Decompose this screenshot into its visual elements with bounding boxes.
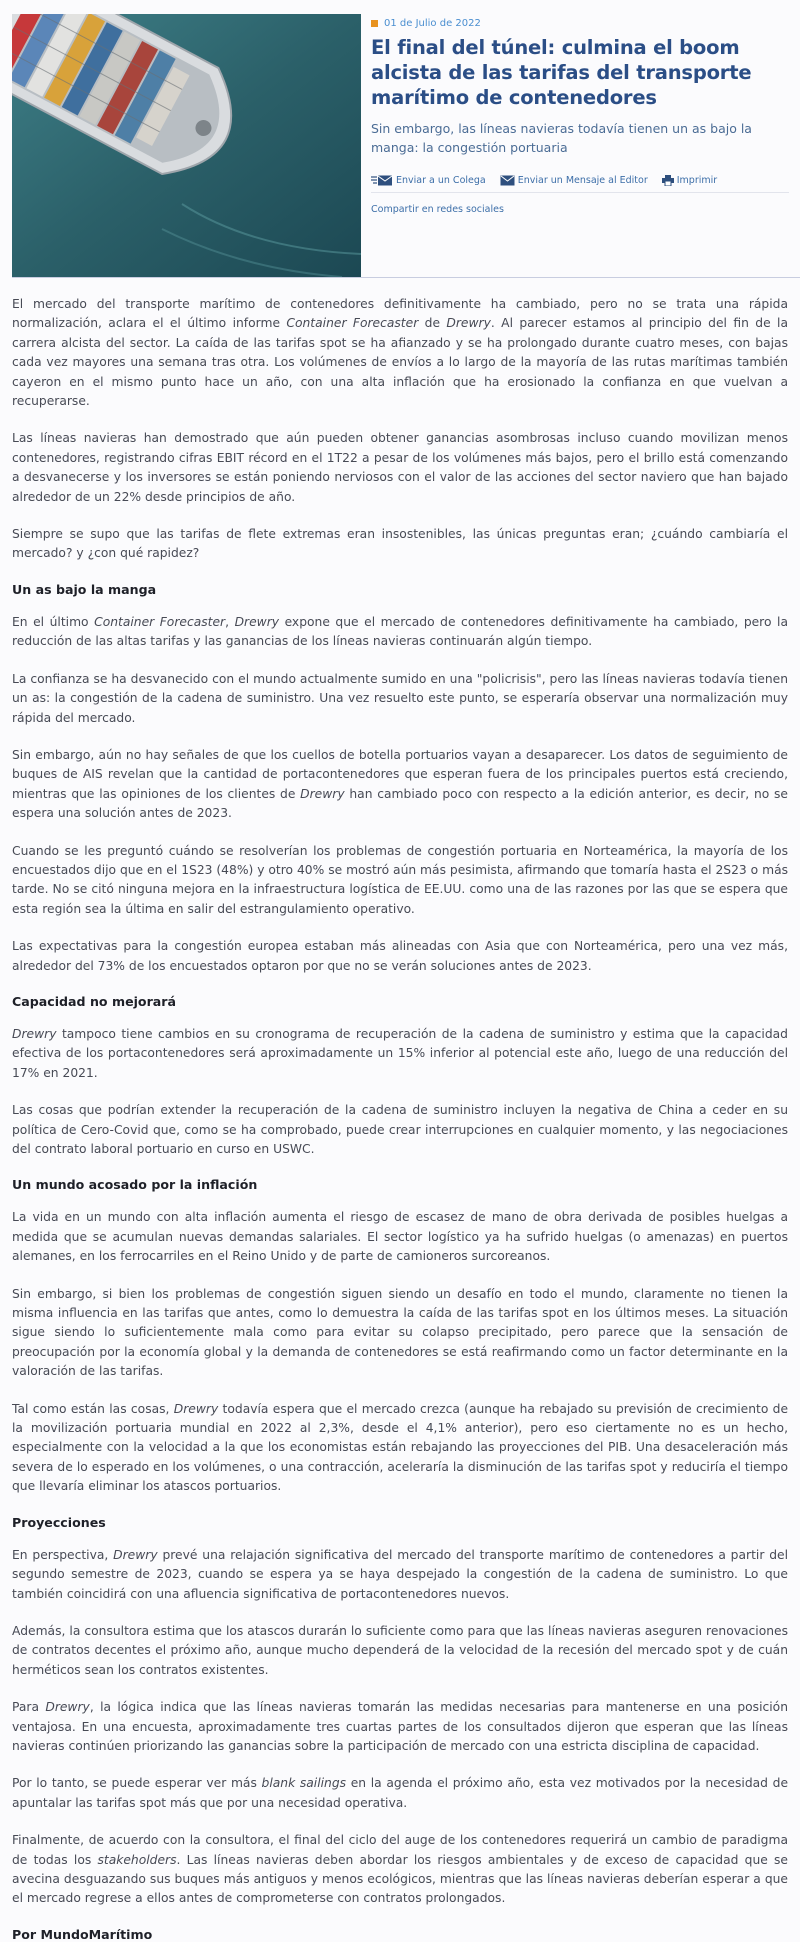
article-date: 01 de Julio de 2022 (384, 18, 481, 29)
article-title: El final del túnel: culmina el boom alcista de las tarifas del transporte marítimo de contenedores (371, 36, 752, 109)
printer-icon (662, 175, 674, 186)
paragraph: Sin embargo, aún no hay señales de que los cuellos de botella portuarios vayan a desaparecer. Los datos de seguimiento de buques de AIS revelan que la cantidad de portacontenedores que esperan fuera de los principales puertos está creciendo, mientras que las opiniones de los clientes de Drewry han cambiado poco con respecto a la edición anterior, es decir, no se espera una solución antes de 2023. (12, 747, 788, 821)
paragraph: Por lo tanto, se puede esperar ver más blank sailings en la agenda el próximo año, esta vez motivados por la necesidad de apuntalar las tarifas spot más que por una necesidad operativa. (12, 1776, 789, 1810)
paragraph: La vida en un mundo con alta inflación aumenta el riesgo de escasez de mano de obra derivada de posibles huelgas a medida que se acumulan nuevas demandas salariales. El sector logístico ya ha sufrido huelgas (o amenazas) en puertos alemanes, en los ferrocarriles en el Reino Unido y de parte de camioneros surcoreanos. (12, 1210, 788, 1264)
send-message-editor-label: Enviar un Mensaje al Editor (517, 175, 648, 186)
share-social-link[interactable]: Compartir en redes sociales (371, 204, 504, 215)
paragraph: Además, la consultora estima que los atascos durarán lo suficiente como para que las líneas navieras aseguren renovaciones de contratos decentes el próximo año, aunque mucho dependerá de la velocidad de la recesión del mercado spot y de cuán herméticos sean los contratos existentes. (12, 1623, 788, 1677)
paragraph: El mercado del transporte marítimo de contenedores definitivamente ha cambiado, pero no se trata una rápida normalización, aclara el el último informe Container Forecaster de Drewry. Al parecer estamos al principio del fin de la carrera alcista del sector. La caída de las tarifas spot se ha afianzado y se ha prolongado durante cuatro meses, con bajas cada vez mayores una semana tras otra. Los volúmenes de envíos a lo largo de la mayoría de las rutas marítimas también cayeron en el mismo punto hace un año, con una alta inflación que ha erosionado la confianza en que vuelvan a recuperarse. (12, 297, 788, 409)
article-actions (371, 175, 789, 193)
paragraph: Para Drewry, la lógica indica que las líneas navieras tomarán las medidas necesarias para mantenerse en una posición ventajosa. En una encuesta, aproximadamente tres cuartas partes de los consultados dijeron que esperan que las líneas navieras continúen priorizando las ganancias sobre la participación de mercado con una estricta disciplina de capacidad. (12, 1700, 788, 1753)
paragraph: Las expectativas para la congestión europea estaban más alineadas con Asia que con Norteamérica, pero una vez más, alrededor del 73% de los encuestados optaron por que no se verán soluciones antes de 2023. (12, 939, 788, 973)
article-info (371, 14, 789, 277)
container-ship-illustration (12, 14, 361, 277)
paragraph: Cuando se les preguntó cuándo se resolverían los problemas de congestión portuaria en Norteamérica, la mayoría de los encuestados dijo que en el 1S23 (48%) y otro 40% se mostró aún más pesimista, afirmando que tomaría hasta el 2S23 o más tarde. No se citó ninguna mejora en la infraestructura logística de EE.UU. como una de las razones por las que se espera que esta región sea la última en salir del estrangulamiento operativo. (12, 843, 789, 916)
section-heading: Proyecciones (12, 1514, 106, 1530)
paragraph: Finalmente, de acuerdo con la consultora, el final del ciclo del auge de los contenedores requerirá un cambio de paradigma de todas los stakeholders. Las líneas navieras deben abordar los riesgos ambientales y de exceso de capacidad que se avecina desguazando sus buques más antiguos y menos ecológicos, mientras que las líneas navieras deberían esperar a que el mercado regrese a ellos antes de comprometerse con contratos prolongados. (12, 1833, 788, 1906)
paragraph: Sin embargo, si bien los problemas de congestión siguen siendo un desafío en todo el mundo, claramente no tienen la misma influencia en las tarifas que antes, como lo demuestra la caída de las tarifas spot en los últimos meses. La situación sigue siendo lo suficientemente mala como para evitar su colapso precipitado, pero parece que la sensación de preocupación por la economía global y la demanda de contenedores se está reafirmando como un factor determinante en la valoración de las tarifas. (12, 1286, 788, 1379)
section-heading: Capacidad no mejorará (12, 993, 177, 1009)
article-byline: Por MundoMarítimo (12, 1926, 153, 1942)
paragraph: Tal como están las cosas, Drewry todavía espera que el mercado crezca (aunque ha rebajado su previsión de crecimiento de la movilización portuaria mundial en 2022 al 2,3%, desde el 4,1% anterior), pero eso ciertamente no es un hecho, especialmente con la velocidad a la que los economistas están rebajando las proyecciones del PIB. Una desaceleración más severa de lo esperado en los volúmenes, o una contracción, aceleraría la disminución de las tarifas spot y reduciría el tiempo que llevaría eliminar los atascos portuarios. (12, 1401, 789, 1494)
paragraph: En el último Container Forecaster, Drewry expone que el mercado de contenedores definitivamente ha cambiado, pero la reducción de las altas tarifas y las ganancias de los líneas navieras continuarán algún tiempo. (12, 614, 788, 649)
hero-image-container-ship (12, 14, 361, 277)
article-body (12, 278, 788, 1942)
print-link[interactable] (662, 175, 717, 186)
paragraph: Las líneas navieras han demostrado que aún pueden obtener ganancias asombrosas incluso cuando movilizan menos contenedores, registrando cifras EBIT récord en el 1T22 a pesar de los volúmenes más bajos, pero el brillo está comenzando a desvanecerse y los inversores se están poniendo nerviosos con el valor de las acciones del sector naviero que han bajado alrededor de un 22% desde principios de año. (12, 431, 788, 504)
article-subtitle: Sin embargo, las líneas navieras todavía tienen un as bajo la manga: la congestión portuaria (371, 121, 752, 155)
paragraph: Las cosas que podrían extender la recuperación de la cadena de suministro incluyen la negativa de China a ceder en su política de Cero-Covid que, como se ha comprobado, puede crear interrupciones en cualquier momento, y las negociaciones del contrato laboral portuario en curso en USWC. (12, 1103, 788, 1156)
date-marker-icon (371, 20, 378, 27)
paragraph: En perspectiva, Drewry prevé una relajación significativa del mercado del transporte marítimo de contenedores a partir del segundo semestre de 2023, cuando se espera ya se haya despejado la congestión de la cadena de suministro. Lo que también coincidirá con una afluencia significativa de portacontenedores nuevos. (12, 1547, 788, 1601)
paragraph: Siempre se supo que las tarifas de flete extremas eran insostenibles, las únicas preguntas eran; ¿cuándo cambiaría el mercado? y ¿con qué rapidez? (12, 527, 788, 561)
print-label: Imprimir (676, 175, 718, 186)
paragraph: La confianza se ha desvanecido con el mundo actualmente sumido en una "policrisis", pero las líneas navieras todavía tienen un as: la congestión de la cadena de suministro. Una vez resuelto este punto, se esperaría observar una normalización muy rápida del mercado. (12, 671, 788, 725)
section-heading: Un as bajo la manga (12, 581, 157, 597)
dateline (371, 18, 789, 29)
send-message-editor-link[interactable] (500, 175, 648, 186)
section-heading: Un mundo acosado por la inflación (12, 1177, 258, 1193)
article-header (12, 14, 800, 278)
send-to-colleague-label: Enviar a un Colega (396, 175, 486, 186)
paragraph: Drewry tampoco tiene cambios en su cronograma de recuperación de la cadena de suministro y estima que la capacidad efectiva de los portacontenedores será aproximadamente un 15% inferior al potencial este año, luego de una reducción del 17% en 2021. (12, 1026, 788, 1080)
page (12, 0, 800, 1942)
envelope-icon (500, 175, 515, 186)
send-to-colleague-link[interactable] (371, 175, 486, 186)
email-multiple-icon (371, 175, 393, 186)
